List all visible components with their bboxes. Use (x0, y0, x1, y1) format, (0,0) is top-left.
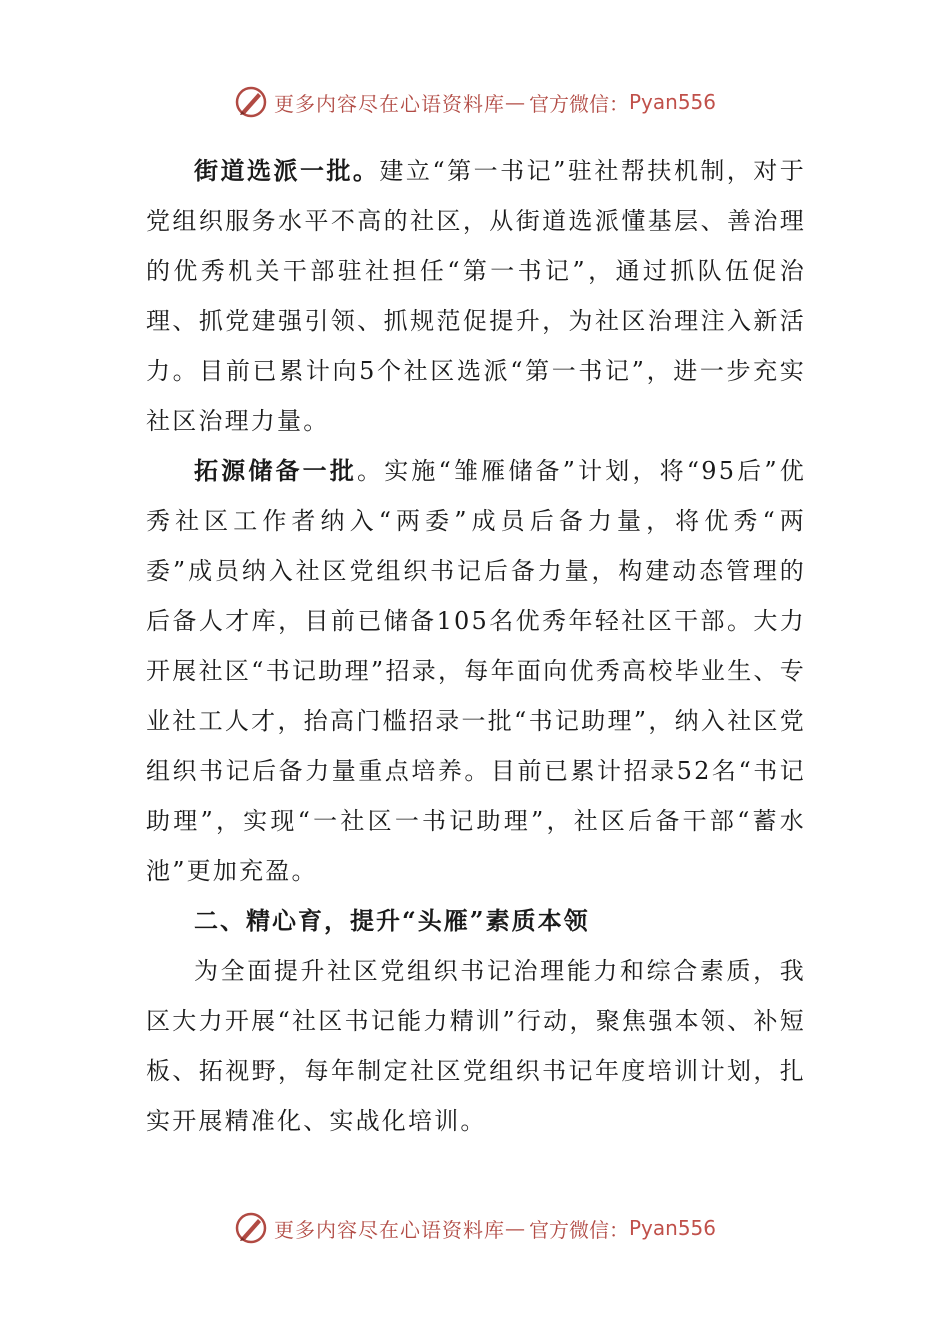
banner-separator: — (504, 90, 525, 114)
paragraph-lead: 街道选派一批。 (194, 156, 380, 185)
banner-brand-text: 更多内容尽在心语资料库 (273, 91, 505, 116)
banner-wechat-id: Pyan556 (628, 1216, 716, 1240)
paragraph-talent-reserve (146, 446, 806, 896)
section-heading: 二、精心育，提升“头雁”素质本领 (194, 906, 590, 935)
footer-watermark-banner (0, 1208, 950, 1248)
document-body (146, 146, 806, 1146)
paragraph-text: 。实施“雏雁储备”计划，将“95后”优秀社区工作者纳入“两委”成员后备力量，将优秀“两委”成员纳入社区党组织书记后备力量，构建动态管理的后备人才库，目前已储备105名优秀年轻社区干部。大力开展社区“书记助理”招录，每年面向优秀高校毕业生、专业社工人才，抬高门槛招录一批“书记助理”，纳入社区党组织书记后备力量重点培养。目前已累计招录52名“书记助理”，实现“一社区一书记助理”，社区后备干部“蓄水池”更加充盈。 (146, 457, 806, 885)
pen-logo-icon (234, 85, 268, 119)
banner-separator: — (504, 1216, 525, 1240)
header-watermark-banner (0, 82, 950, 122)
banner-wechat-id: Pyan556 (628, 90, 716, 114)
paragraph-street-selection (146, 146, 806, 446)
paragraph-training: 为全面提升社区党组织书记治理能力和综合素质，我区大力开展“社区书记能力精训”行动，聚焦强本领、补短板、拓视野，每年制定社区党组织书记年度培训计划，扎实开展精准化、实战化培训。 (146, 957, 806, 1135)
banner-wechat-label: 官方微信： (528, 1217, 629, 1242)
banner-wechat-label: 官方微信： (528, 91, 629, 116)
banner-brand-text: 更多内容尽在心语资料库 (273, 1217, 505, 1242)
pen-logo-icon (234, 1211, 268, 1245)
paragraph-lead: 拓源储备一批 (194, 456, 358, 485)
paragraph-text: 建立“第一书记”驻社帮扶机制，对于党组织服务水平不高的社区，从街道选派懂基层、善治理的优秀机关干部驻社担任“第一书记”，通过抓队伍促治理、抓党建强引领、抓规范促提升，为社区治理注入新活力。目前已累计向5个社区选派“第一书记”，进一步充实社区治理力量。 (146, 157, 806, 435)
